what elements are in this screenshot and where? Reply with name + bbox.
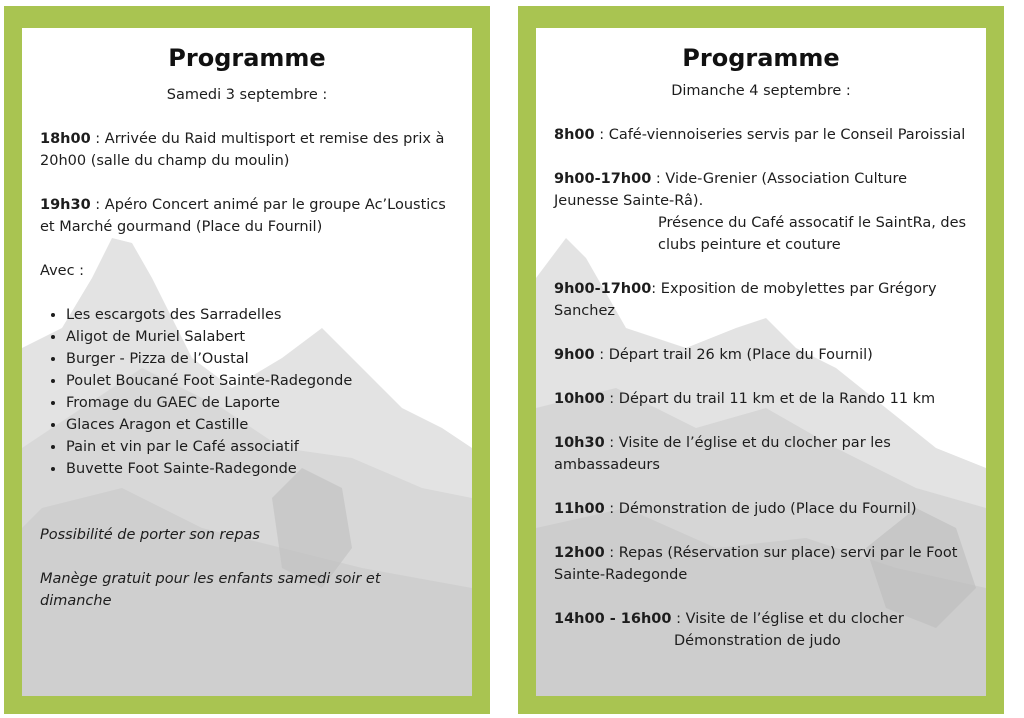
vendor-list	[40, 304, 454, 480]
entry-text: : Départ trail 26 km (Place du Fournil)	[594, 347, 873, 363]
entry-text: : Exposition de mobylettes par Grégory Sanchez	[554, 281, 937, 319]
schedule-entry	[554, 432, 968, 476]
right-program-panel	[518, 6, 1004, 714]
schedule-entry	[554, 498, 968, 520]
note-text: Possibilité de porter son repas	[40, 527, 260, 543]
schedule-entry	[40, 194, 454, 238]
entry-extra-text: Démonstration de judo	[674, 633, 841, 649]
entry-time: 9h00-17h00	[554, 281, 652, 297]
entry-time: 10h30	[554, 435, 605, 451]
entry-text: : Arrivée du Raid multisport et remise des prix à 20h00 (salle du champ du moulin)	[40, 131, 445, 169]
entry-time: 9h00-17h00	[554, 171, 652, 187]
list-item: • Aligot de Muriel Salabert	[66, 326, 454, 348]
schedule-entry	[554, 168, 968, 256]
list-item: • Burger - Pizza de l’Oustal	[66, 348, 454, 370]
entry-time: 19h30	[40, 197, 91, 213]
list-item: • Fromage du GAEC de Laporte	[66, 392, 454, 414]
entry-time: 14h00 - 16h00	[554, 611, 672, 627]
avec-label: Avec :	[40, 263, 85, 279]
event-date: Dimanche 4 septembre :	[671, 83, 851, 99]
list-item: • Poulet Boucané Foot Sainte-Radegonde	[66, 370, 454, 392]
schedule-entry	[554, 542, 968, 586]
right-program-sheet	[536, 28, 986, 696]
entry-text: : Repas (Réservation sur place) servi par le Foot Sainte-Radegonde	[554, 545, 958, 583]
entry-time: 8h00	[554, 127, 595, 143]
entry-time: 11h00	[554, 501, 605, 517]
entry-text: : Démonstration de judo (Place du Fournil)	[604, 501, 917, 517]
schedule-entry	[554, 608, 968, 652]
note-text: Manège gratuit pour les enfants samedi soir et dimanche	[40, 571, 381, 609]
entry-text: : Visite de l’église et du clocher par les ambassadeurs	[554, 435, 891, 473]
list-item: • Pain et vin par le Café associatif	[66, 436, 454, 458]
entry-text: : Visite de l’église et du clocher	[671, 611, 904, 627]
entry-time: 12h00	[554, 545, 605, 561]
entry-text: : Café-viennoiseries servis par le Conseil Paroissial	[594, 127, 966, 143]
schedule-entry	[554, 124, 968, 146]
left-program-sheet	[22, 28, 472, 696]
entry-text: : Apéro Concert animé par le groupe Ac’Loustics et Marché gourmand (Place du Fournil)	[40, 197, 446, 235]
list-item: • Glaces Aragon et Castille	[66, 414, 454, 436]
entry-time: 10h00	[554, 391, 605, 407]
schedule-entry	[554, 388, 968, 410]
entry-text: : Départ du trail 11 km et de la Rando 11 km	[604, 391, 936, 407]
left-program-panel	[4, 6, 490, 714]
schedule-entry	[554, 278, 968, 322]
list-item: • Buvette Foot Sainte-Radegonde	[66, 458, 454, 480]
event-date: Samedi 3 septembre :	[166, 87, 328, 103]
entry-time: 9h00	[554, 347, 595, 363]
schedule-entry	[40, 128, 454, 172]
list-item: • Les escargots des Sarradelles	[66, 304, 454, 326]
entry-extra-text: Présence du Café assocatif le SaintRa, des clubs peinture et couture	[658, 215, 967, 253]
entry-text: : Vide-Grenier (Association Culture Jeunesse Sainte-Râ).	[554, 171, 908, 209]
page-title: Programme	[168, 44, 326, 72]
page-title: Programme	[682, 44, 840, 72]
entry-time: 18h00	[40, 131, 91, 147]
schedule-entry	[554, 344, 968, 366]
